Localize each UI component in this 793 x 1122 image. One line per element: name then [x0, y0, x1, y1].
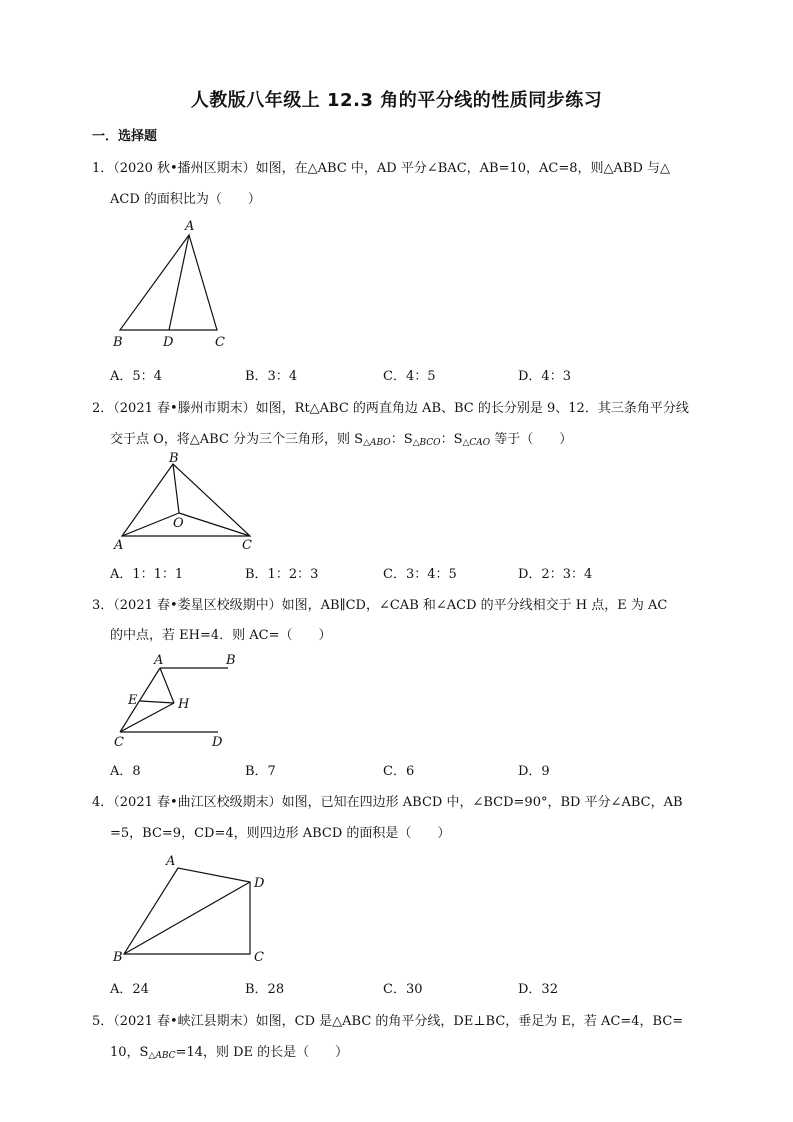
question-3-line-1: 3．（2021 春•娄星区校级期中）如图，AB∥CD，∠CAB 和∠ACD 的平分线相交于 H 点，E 为 AC — [92, 598, 668, 613]
triangle-abc — [122, 464, 250, 536]
label-b: B — [113, 335, 123, 350]
question-1-option-b[interactable]: B．3：4 — [245, 369, 298, 384]
label-c: C — [242, 538, 252, 553]
question-2-line-2 — [110, 428, 572, 448]
question-4-option-a[interactable]: A．24 — [110, 982, 149, 997]
question-1-figure — [105, 215, 245, 355]
question-4-option-d[interactable]: D．32 — [518, 982, 558, 997]
label-c: C — [254, 950, 264, 965]
question-4-option-b[interactable]: B．28 — [245, 982, 285, 997]
label-a: A — [114, 538, 124, 553]
question-5-line-1: 5．（2021 春•峡江县期末）如图，CD 是△ABC 的角平分线，DE⊥BC，垂足为 E，若 AC=4，BC= — [92, 1014, 684, 1029]
segment-ac — [120, 668, 160, 732]
question-3-option-d[interactable]: D．9 — [518, 764, 550, 779]
triangle-abc — [120, 235, 217, 330]
question-1-option-d[interactable]: D．4：3 — [518, 369, 571, 384]
label-b: B — [113, 950, 123, 965]
question-2-option-d[interactable]: D．2：3：4 — [518, 567, 593, 582]
question-2-figure — [110, 450, 260, 555]
label-c: C — [114, 735, 124, 750]
question-1-line-1: 1．（2020 秋•播州区期末）如图，在△ABC 中，AD 平分∠BAC，AB=10，AC=8，则△ABD 与△ — [92, 161, 671, 176]
area-subscript-abo: △ABO — [363, 438, 391, 448]
question-5-line-2 — [110, 1041, 348, 1061]
label-o: O — [173, 516, 184, 531]
section-heading: 一．选择题 — [92, 129, 158, 144]
label-b: B — [169, 451, 179, 466]
label-d: D — [254, 876, 265, 891]
question-2-option-b[interactable]: B．1：2：3 — [245, 567, 319, 582]
label-a: A — [154, 653, 164, 668]
ratio-separator-2: ：S — [440, 432, 463, 447]
question-4-line-1: 4．（2021 春•曲江区校级期末）如图，已知在四边形 ABCD 中，∠BCD=90°，BD 平分∠ABC，AB — [92, 795, 683, 810]
area-subscript-abc: △ABC — [148, 1051, 176, 1061]
page-title: 人教版八年级上 12.3 角的平分线的性质同步练习 — [190, 90, 603, 111]
area-subscript-cao: △CAO — [462, 438, 491, 448]
segment-co — [179, 513, 250, 536]
segment-eh — [140, 701, 174, 703]
question-4-option-c[interactable]: C．30 — [383, 982, 423, 997]
question-2-text-a: 交于点 O，将△ABC 分为三个三角形，则 S — [110, 432, 364, 447]
label-a: A — [166, 854, 176, 869]
question-1-line-2: ACD 的面积比为（ ） — [110, 192, 261, 207]
segment-bo — [173, 464, 179, 513]
label-d: D — [212, 735, 223, 750]
question-4-figure — [108, 848, 278, 973]
question-2-text-b: 等于（ ） — [490, 432, 573, 447]
label-a: A — [185, 219, 195, 234]
segment-ah — [160, 668, 174, 703]
question-4-line-2: =5，BC=9，CD=4，则四边形 ABCD 的面积是（ ） — [110, 826, 451, 841]
question-3-line-2: 的中点，若 EH=4．则 AC=（ ） — [110, 628, 332, 643]
question-3-option-a[interactable]: A．8 — [110, 764, 141, 779]
question-2-option-a[interactable]: A．1：1：1 — [110, 567, 184, 582]
question-2-line-1: 2．（2021 春•滕州市期末）如图，Rt△ABC 的两直角边 AB、BC 的长分别是 9、12．其三条角平分线 — [92, 401, 689, 416]
question-1-option-a[interactable]: A．5：4 — [110, 369, 162, 384]
question-1-option-c[interactable]: C．4：5 — [383, 369, 436, 384]
question-3-option-c[interactable]: C．6 — [383, 764, 415, 779]
label-c: C — [215, 335, 225, 350]
diagonal-bd — [124, 882, 250, 954]
ratio-separator-1: ：S — [390, 432, 413, 447]
label-b: B — [226, 653, 236, 668]
question-5-text-a: 10，S — [110, 1045, 149, 1060]
label-e: E — [128, 693, 138, 708]
question-5-text-b: =14，则 DE 的长是（ ） — [175, 1045, 349, 1060]
quadrilateral-abcd — [124, 868, 250, 954]
question-2-option-c[interactable]: C．3：4：5 — [383, 567, 457, 582]
question-3-option-b[interactable]: B．7 — [245, 764, 276, 779]
label-d: D — [163, 335, 174, 350]
area-subscript-bco: △BCO — [412, 438, 441, 448]
label-h: H — [178, 697, 190, 712]
question-3-figure — [108, 648, 238, 753]
